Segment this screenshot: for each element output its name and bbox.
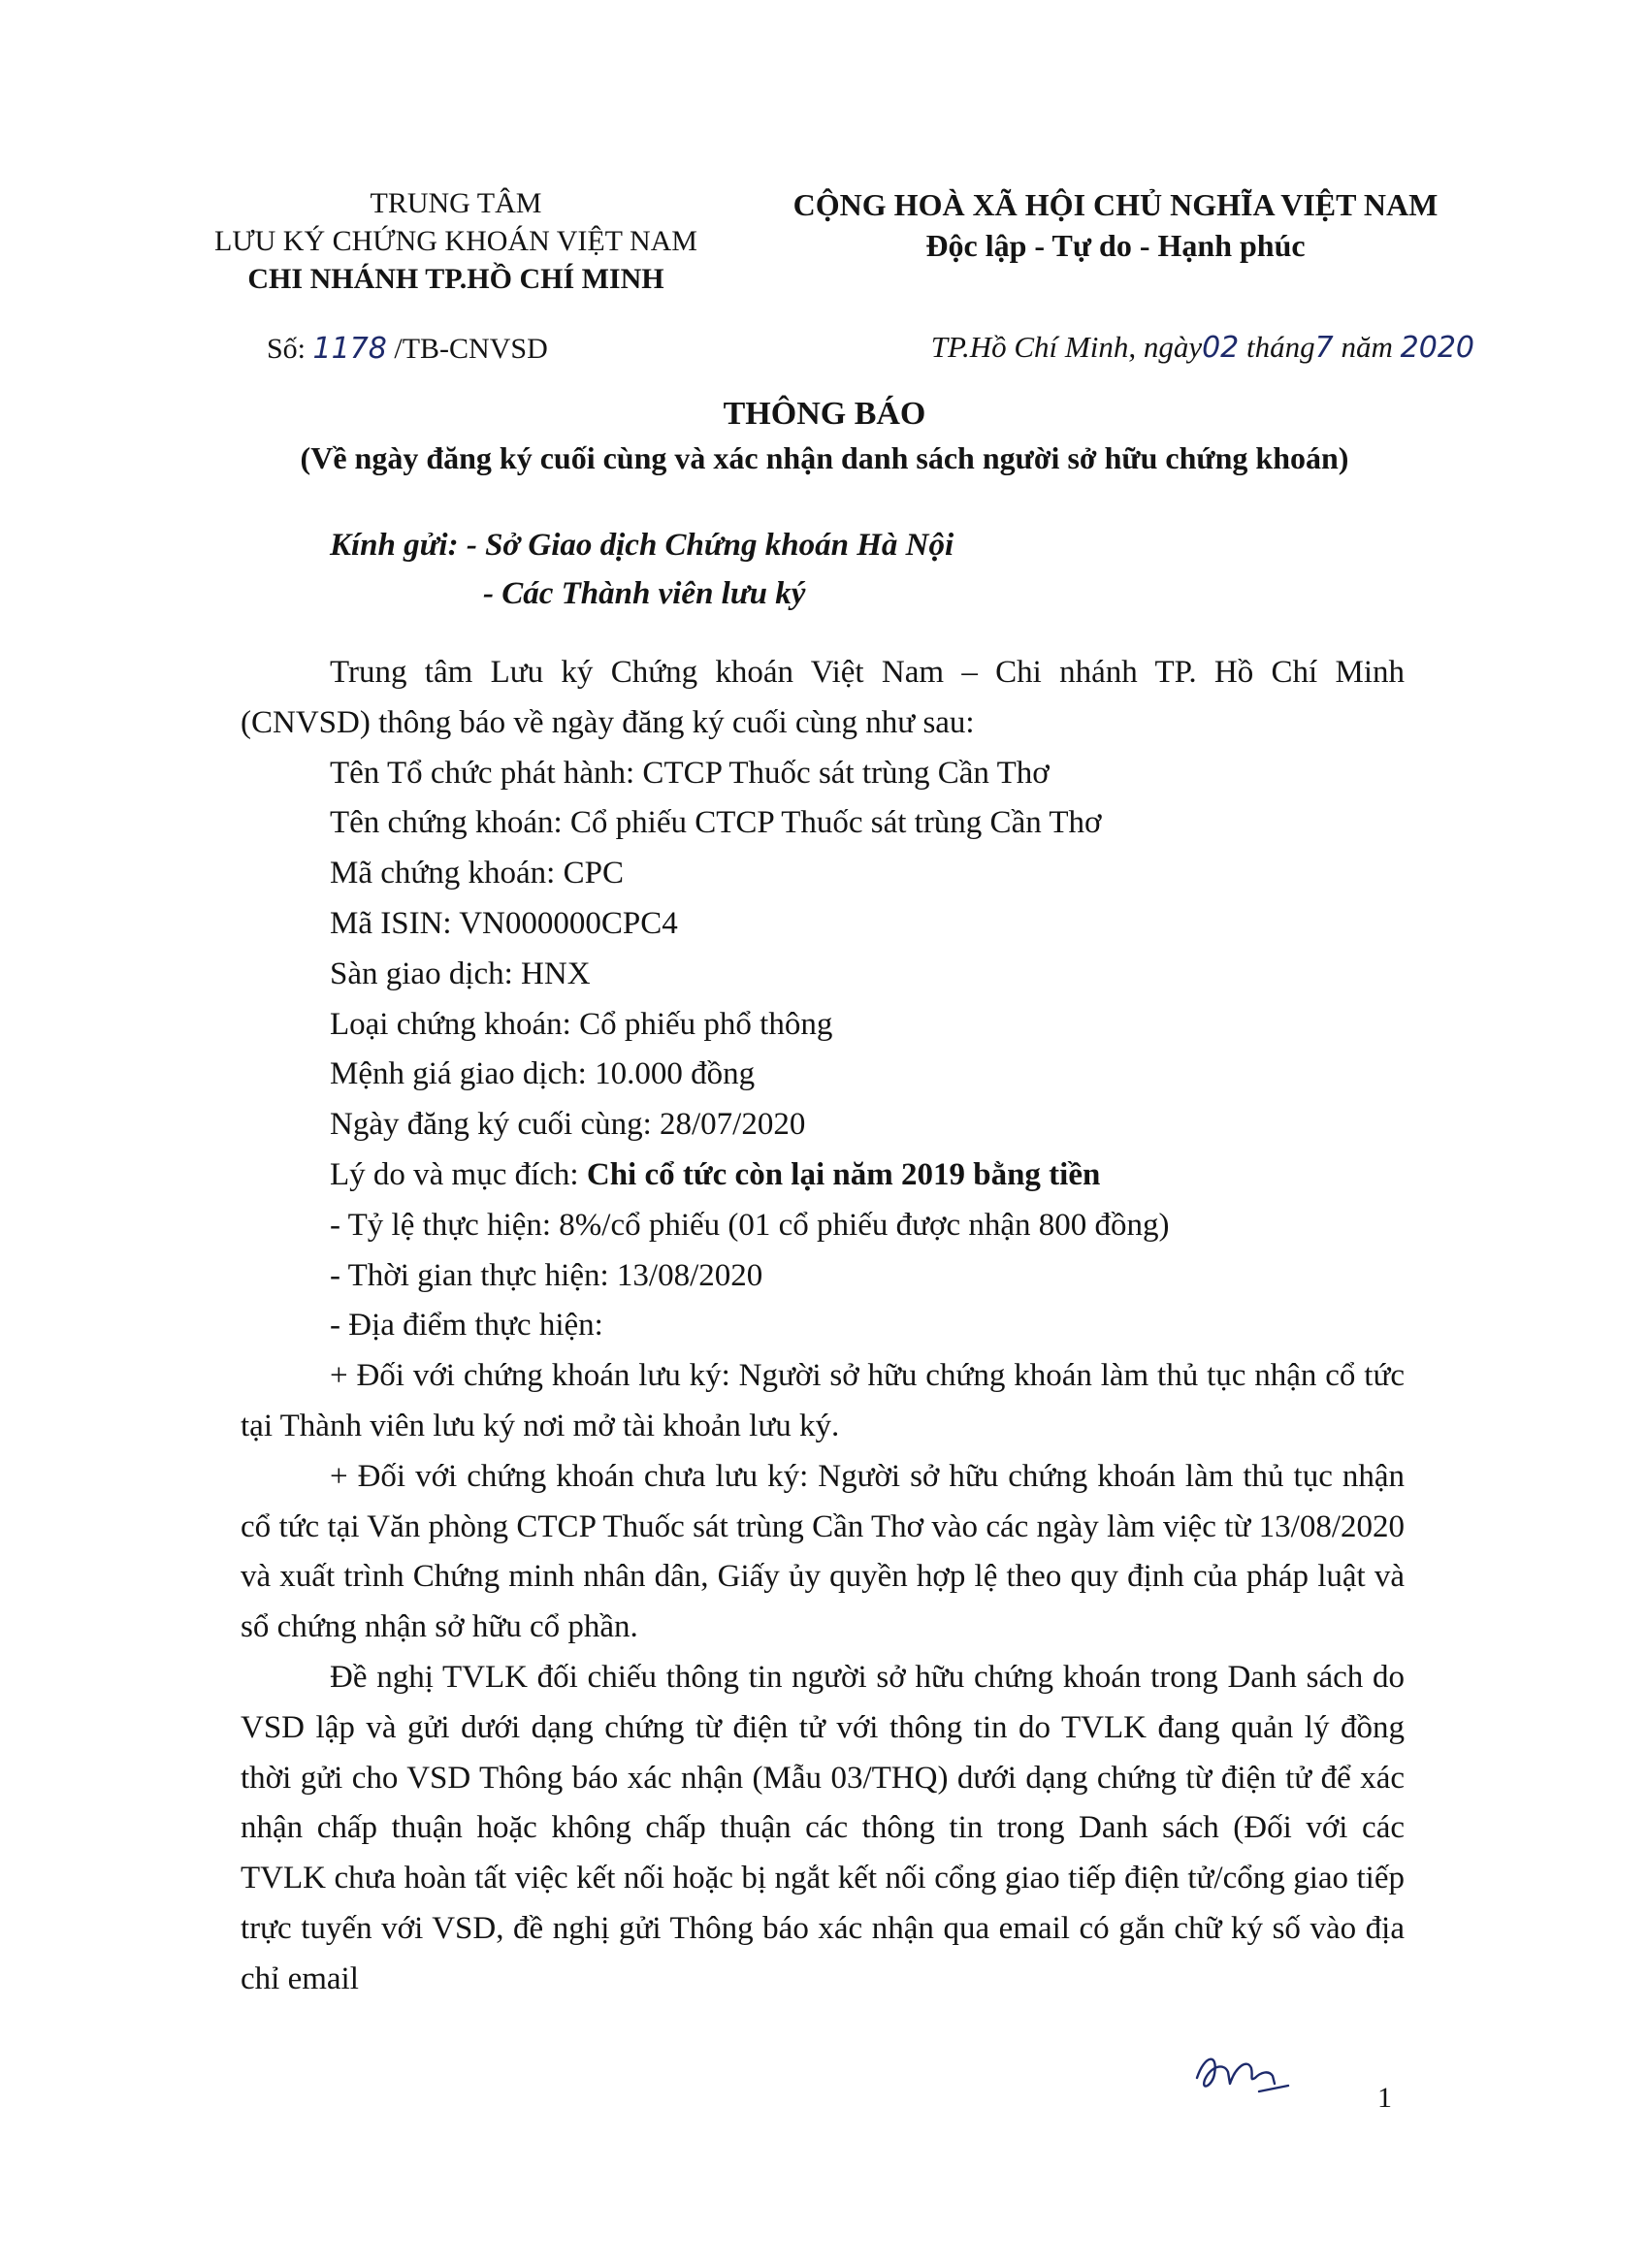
date-day: 02 bbox=[1202, 331, 1240, 365]
security-name-field: Tên chứng khoán: Cổ phiếu CTCP Thuốc sát trùng Cần Thơ bbox=[330, 805, 1102, 841]
request-paragraph: Đề nghị TVLK đối chiếu thông tin người sở hữu chứng khoán trong Danh sách do VSD lập và gửi dưới dạng chứng từ điện tử với thông tin do TVLK đang quản lý đồng thời gửi cho VSD Thông báo xác nhận (Mẫu 03/THQ) dưới dạng chứng từ điện tử để xác nhận chấp thuận hoặc không chấp thuận các thông tin trong Danh sách (Đối với các TVLK chưa hoàn tất việc kết nối hoặc bị ngắt kết nối cổng giao tiếp điện tử/cổng giao tiếp trực tuyến với VSD, đề nghị gửi Thông báo xác nhận qua email có gắn chữ ký số vào địa chỉ email bbox=[241, 1659, 1405, 1996]
org-name-line1: TRUNG TÂM bbox=[370, 187, 542, 219]
issue-date bbox=[854, 330, 1474, 365]
reference-number-handwritten: 1178 bbox=[312, 332, 387, 366]
reason-field bbox=[241, 1150, 1405, 1201]
document-subtitle: (Về ngày đăng ký cuối cùng và xác nhận danh sách người sở hữu chứng khoán) bbox=[300, 440, 1349, 475]
record-date-field: Ngày đăng ký cuối cùng: 28/07/2020 bbox=[330, 1107, 806, 1143]
country-name: CỘNG HOÀ XÃ HỘI CHỦ NGHĨA VIỆT NAM bbox=[792, 187, 1439, 222]
intro-paragraph: Trung tâm Lưu ký Chứng khoán Việt Nam – Chi nhánh TP. Hồ Chí Minh (CNVSD) thông báo về ngày đăng ký cuối cùng như sau: bbox=[241, 655, 1405, 740]
recipient-2: - Các Thành viên lưu ký bbox=[483, 576, 806, 611]
deposited-securities-paragraph: + Đối với chứng khoán lưu ký: Người sở hữu chứng khoán làm thủ tục nhận cổ tức tại Thành viên lưu ký nơi mở tài khoản lưu ký. bbox=[241, 1358, 1405, 1443]
date-month-label: tháng bbox=[1246, 330, 1315, 364]
date-place: TP.Hồ Chí Minh, ngày bbox=[930, 330, 1203, 364]
recipient-1: - Sở Giao dịch Chứng khoán Hà Nội bbox=[466, 528, 954, 563]
reason-value: Chi cổ tức còn lại năm 2019 bằng tiền bbox=[586, 1156, 1101, 1192]
security-code-field: Mã chứng khoán: CPC bbox=[330, 856, 624, 891]
security-type-field: Loại chứng khoán: Cổ phiếu phổ thông bbox=[330, 1006, 833, 1042]
initials-signature bbox=[1191, 2045, 1308, 2103]
recipients bbox=[330, 521, 954, 618]
national-motto bbox=[766, 184, 1465, 266]
exchange-field: Sàn giao dịch: HNX bbox=[330, 956, 591, 991]
motto: Độc lập - Tự do - Hạnh phúc bbox=[925, 228, 1306, 263]
page-number: 1 bbox=[1377, 2082, 1392, 2114]
reference-prefix: Số: bbox=[267, 333, 307, 365]
issuing-organization bbox=[184, 184, 728, 298]
date-year-label: năm bbox=[1341, 330, 1393, 364]
org-name-line2: LƯU KÝ CHỨNG KHOÁN VIỆT NAM bbox=[214, 225, 697, 257]
reference-suffix: /TB-CNVSD bbox=[394, 333, 548, 365]
payment-date-field: - Thời gian thực hiện: 13/08/2020 bbox=[330, 1257, 763, 1293]
document-body bbox=[241, 648, 1405, 2005]
issuer-field: Tên Tổ chức phát hành: CTCP Thuốc sát trùng Cần Thơ bbox=[330, 755, 1050, 791]
ratio-field: - Tỷ lệ thực hiện: 8%/cổ phiếu (01 cổ phiếu được nhận 800 đồng) bbox=[330, 1207, 1170, 1243]
location-field: - Địa điểm thực hiện: bbox=[330, 1308, 603, 1344]
document-title: THÔNG BÁO bbox=[723, 396, 926, 432]
date-month: 7 bbox=[1314, 331, 1334, 365]
date-year: 2020 bbox=[1400, 331, 1474, 365]
reference-number bbox=[267, 332, 548, 366]
undeposited-securities-paragraph: + Đối với chứng khoán chưa lưu ký: Người sở hữu chứng khoán làm thủ tục nhận cổ tức tại Văn phòng CTCP Thuốc sát trùng Cần Thơ vào các ngày làm việc từ 13/08/2020 và xuất trình Chứng minh nhân dân, Giấy ủy quyền hợp lệ theo quy định của pháp luật và sổ chứng nhận sở hữu cổ phần. bbox=[241, 1458, 1405, 1645]
par-value-field: Mệnh giá giao dịch: 10.000 đồng bbox=[330, 1056, 756, 1092]
reason-label: Lý do và mục đích: bbox=[330, 1156, 579, 1192]
org-name-line3: CHI NHÁNH TP.HỒ CHÍ MINH bbox=[247, 263, 664, 295]
recipients-label: Kính gửi: bbox=[330, 528, 459, 563]
isin-field: Mã ISIN: VN000000CPC4 bbox=[330, 905, 678, 941]
